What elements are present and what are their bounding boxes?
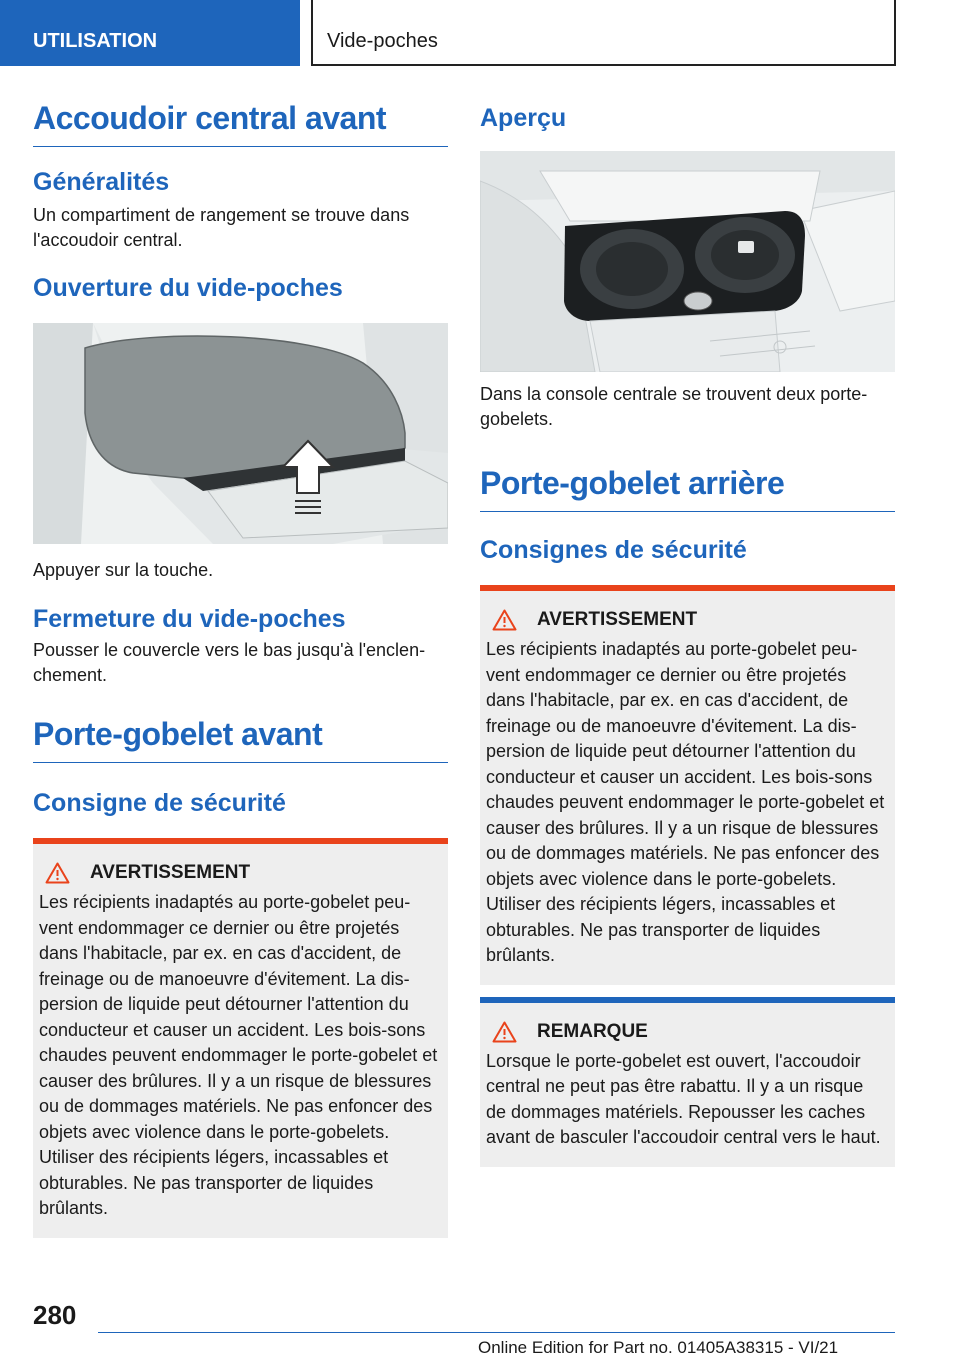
warning-box-front bbox=[33, 838, 448, 1238]
warning-title: AVERTISSEMENT bbox=[90, 862, 251, 883]
warning-triangle-icon bbox=[45, 862, 70, 884]
heading-armrest: Accoudoir central avant bbox=[33, 100, 448, 147]
heading-general: Généralités bbox=[33, 168, 170, 196]
edition-text: Online Edition for Part no. 01405A38315 - VI/21 bbox=[478, 1338, 839, 1357]
heading-opening: Ouverture du vide-poches bbox=[33, 274, 343, 302]
page-header bbox=[0, 0, 960, 66]
heading-safety-rear: Consignes de sécurité bbox=[480, 536, 747, 564]
heading-overview: Aperçu bbox=[480, 104, 567, 132]
heading-front-cupholder: Porte-gobelet avant bbox=[33, 716, 448, 763]
warning-header bbox=[486, 609, 887, 631]
note-text: Lorsque le porte-gobelet est ouvert, l'accoudoir central ne peut pas être rabattu. Il y a un risque de dommages matériels. Repousser les caches avant de basculer l'accoudoir central vers le haut. bbox=[486, 1050, 881, 1147]
note-box bbox=[480, 997, 895, 1167]
footer-divider bbox=[98, 1332, 895, 1333]
armrest-illustration bbox=[33, 323, 448, 544]
opening-caption: Appuyer sur la touche. bbox=[33, 560, 214, 580]
right-column bbox=[480, 100, 895, 1167]
section-tab: UTILISATION bbox=[0, 0, 300, 66]
heading-rear-cupholder: Porte-gobelet arrière bbox=[480, 465, 895, 512]
warning-triangle-icon bbox=[492, 609, 517, 631]
chapter-title: Vide-poches bbox=[311, 0, 896, 66]
warning-box-rear bbox=[480, 585, 895, 985]
warning-text: Les récipients inadaptés au porte-gobelet peu-vent endommager ce dernier ou être projetés dans l'habitacle, par ex. en cas d'accident, de freinage ou de manoeuvre d'évitement. La dis-persion de liquide peut détourner l'attention du conducteur et causer un accident. Les bois-sons chaudes peuvent endommager le porte-gobelet et causer des brûlures. Il y a un risque de blessures ou de dommages matériels. Ne pas enfoncer des objets avec violence dans le porte-gobelets. Utiliser des récipients légers, incassables et obturables. Ne pas transporter de liquides brûlants. bbox=[39, 892, 438, 1218]
closing-text: Pousser le couvercle vers le bas jusqu'à l'enclen-chement. bbox=[33, 640, 426, 685]
general-text: Un compartiment de rangement se trouve dans l'accoudoir central. bbox=[33, 205, 410, 250]
cupholder-illustration bbox=[480, 151, 895, 372]
heading-closing: Fermeture du vide-poches bbox=[33, 605, 346, 633]
heading-safety-front: Consigne de sécurité bbox=[33, 789, 286, 817]
left-column bbox=[33, 100, 448, 1238]
note-title: REMARQUE bbox=[537, 1020, 648, 1042]
warning-title: AVERTISSEMENT bbox=[537, 609, 698, 630]
warning-header bbox=[39, 862, 440, 884]
warning-triangle-icon bbox=[492, 1021, 517, 1043]
warning-text: Les récipients inadaptés au porte-gobelet peu-vent endommager ce dernier ou être projetés dans l'habitacle, par ex. en cas d'accident, de freinage ou de manoeuvre d'évitement. La dis-persion de liquide peut détourner l'attention du conducteur et causer un accident. Les bois-sons chaudes peuvent endommager le porte-gobelet et causer des brûlures. Il y a un risque de blessures ou de dommages matériels. Ne pas enfoncer des objets avec violence dans le porte-gobelets. Utiliser des récipients légers, incassables et obturables. Ne pas transporter de liquides brûlants. bbox=[486, 639, 885, 965]
page-number: 280 bbox=[33, 1300, 77, 1330]
note-header bbox=[486, 1021, 887, 1043]
overview-caption: Dans la console centrale se trouvent deux porte-gobelets. bbox=[480, 384, 868, 429]
